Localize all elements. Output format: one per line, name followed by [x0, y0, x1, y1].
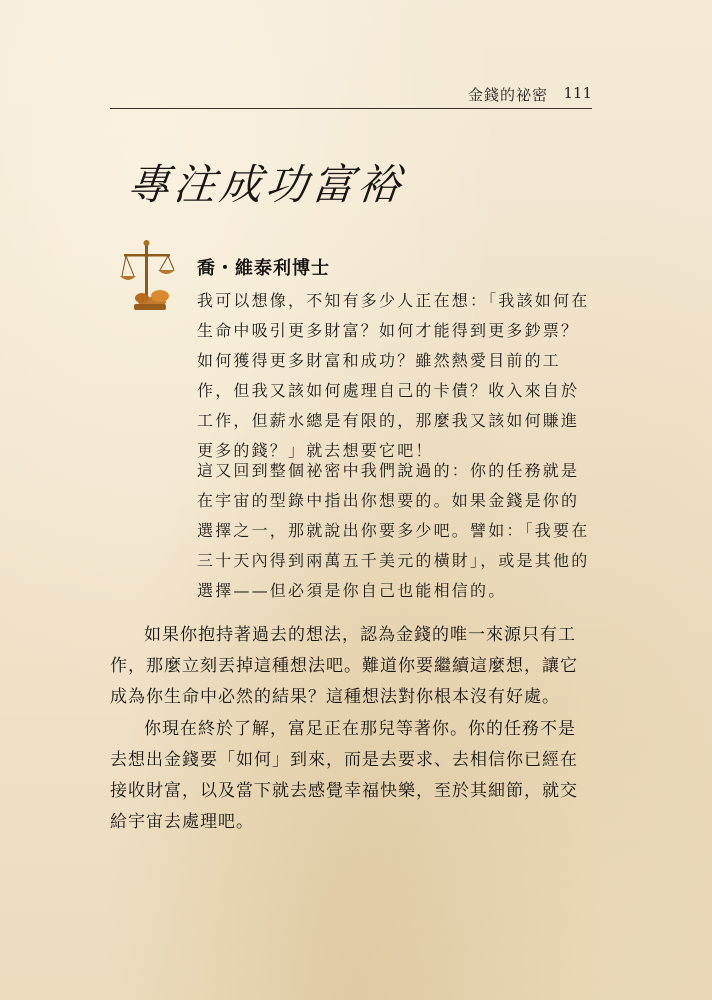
quote-paragraph: 這又回到整個祕密中我們說過的：你的任務就是在宇宙的型錄中指出你想要的。如果金錢是你的選擇之一，那就說出你要多少吧。譬如：「我要在三十天內得到兩萬五千美元的橫財」，或是其他的選擇——但必須是你自己也能相信的。 [197, 461, 590, 600]
quote-paragraph: 我可以想像，不知有多少人正在想：「我該如何在生命中吸引更多財富？如何才能得到更多鈔票？如何獲得更多財富和成功？雖然熱愛目前的工作，但我又該如何處理自己的卡債？收入來自於工作，但薪水總是有限的，那麼我又該如何賺進更多的錢？」就去想要它吧！ [197, 291, 590, 460]
page-header [110, 82, 592, 109]
running-title: 金錢的祕密 [467, 86, 548, 104]
quote-author: 喬・維泰利博士 [197, 258, 330, 279]
body-paragraph: 你現在終於了解，富足正在那兒等著你。你的任務不是去想出金錢要「如何」到來，而是去要求、去相信你已經在接收財富，以及當下就去感覺幸福快樂，至於其細節，就交給宇宙去處理吧。 [110, 719, 578, 832]
scale-icon [118, 240, 176, 314]
section-title: 專注成功富裕 [125, 160, 407, 209]
page-number: 111 [563, 84, 592, 102]
body-paragraph: 如果你抱持著過去的想法，認為金錢的唯一來源只有工作，那麼立刻丟掉這種想法吧。難道你要繼續這麼想，讓它成為你生命中必然的結果？這種想法對你根本沒有好處。 [110, 625, 578, 707]
